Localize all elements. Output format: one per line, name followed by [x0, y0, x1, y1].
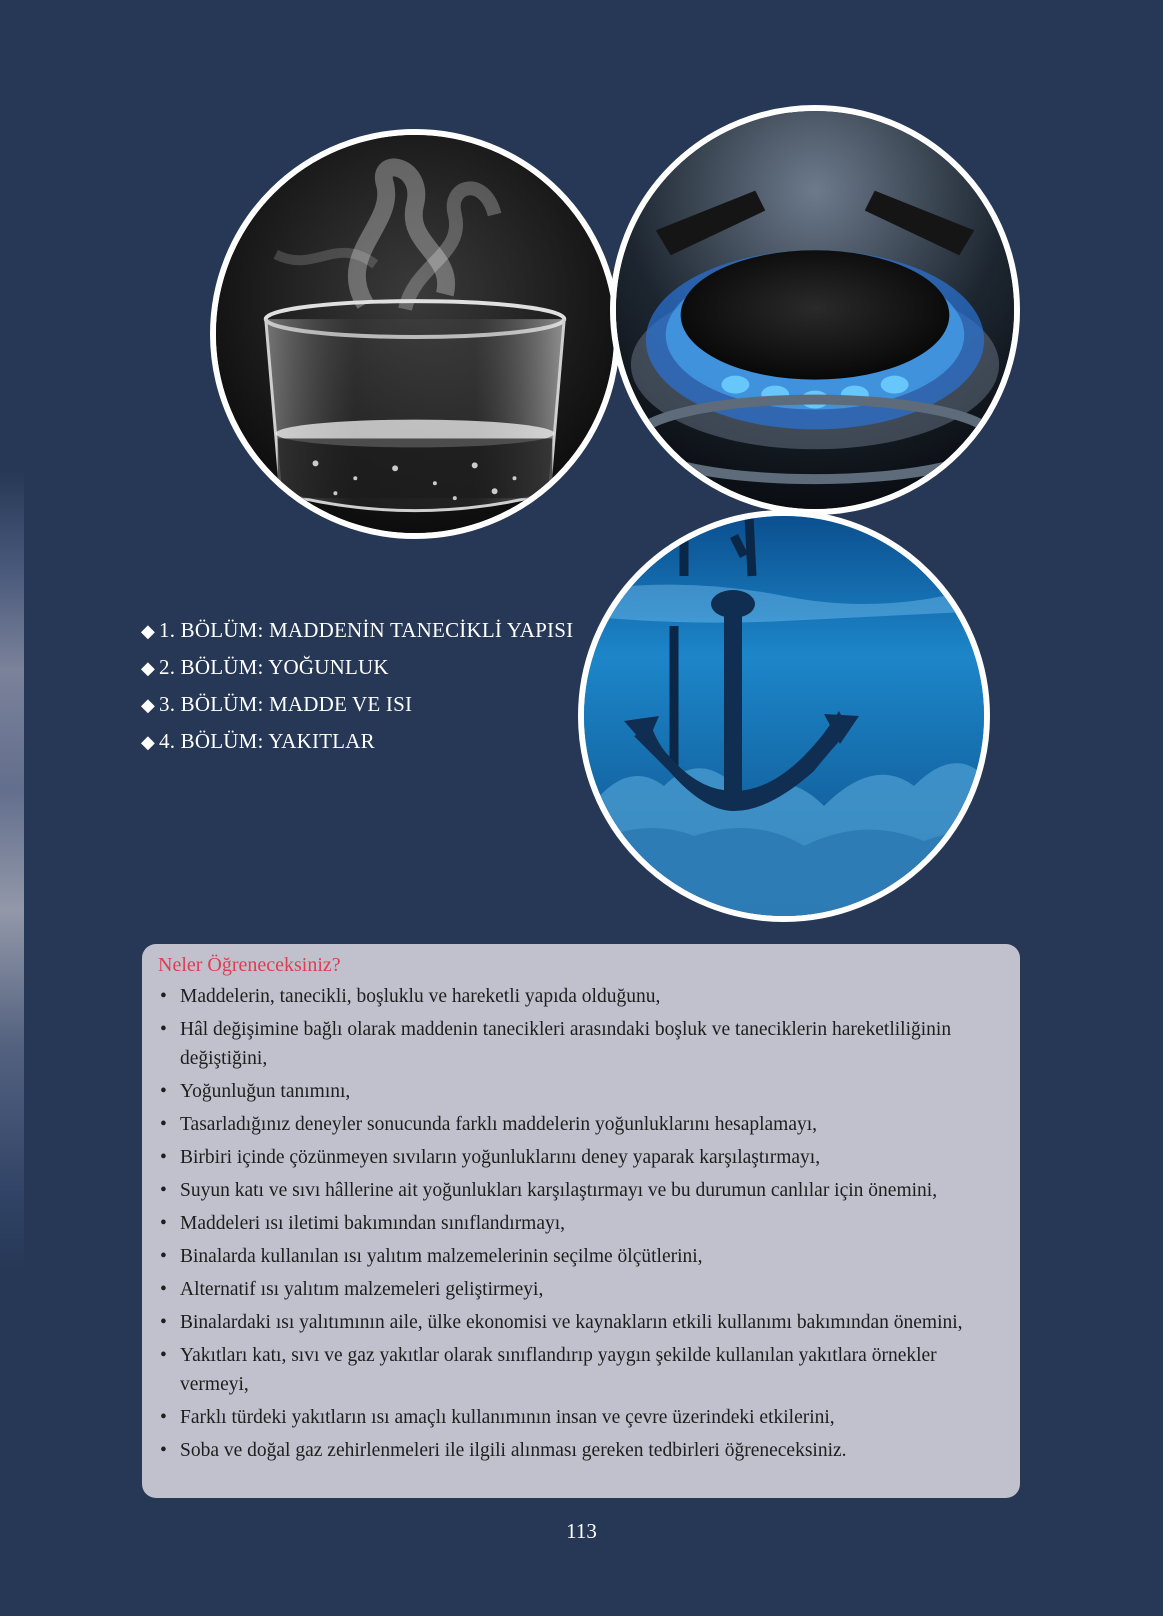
chapter-label: 2. BÖLÜM: YOĞUNLUK [159, 655, 389, 679]
objective-item: • Farklı türdeki yakıtların ısı amaçlı kullanımının insan ve çevre üzerindeki etkilerini, [158, 1403, 1006, 1432]
gas-stove-flame-photo [610, 105, 1020, 515]
objective-item: • Maddeleri ısı iletimi bakımından sınıflandırmayı, [158, 1209, 1006, 1238]
chapter-item [141, 649, 573, 686]
diamond-bullet-icon: ◆ [141, 658, 156, 678]
chapter-list [141, 612, 573, 760]
page-number: 113 [566, 1519, 597, 1543]
chapter-item [141, 686, 573, 723]
left-edge-decoration [0, 470, 24, 1270]
beaker-steam-photo [210, 129, 620, 539]
learning-objectives-title: Neler Öğreneceksiniz? [158, 954, 341, 976]
objective-item: • Tasarladığınız deneyler sonucunda farklı maddelerin yoğunluklarını hesaplamayı, [158, 1110, 1006, 1139]
objective-item: • Suyun katı ve sıvı hâllerine ait yoğunlukları karşılaştırmayı ve bu durumun canlılar için önemini, [158, 1176, 1006, 1205]
objective-item: • Birbiri içinde çözünmeyen sıvıların yoğunluklarını deney yaparak karşılaştırmayı, [158, 1143, 1006, 1172]
underwater-anchor-photo [578, 510, 990, 922]
learning-objectives-box [142, 944, 1020, 1498]
diamond-bullet-icon: ◆ [141, 732, 156, 752]
objective-item: • Alternatif ısı yalıtım malzemeleri geliştirmeyi, [158, 1275, 1006, 1304]
objective-item: • Soba ve doğal gaz zehirlenmeleri ile ilgili alınması gereken tedbirleri öğreneceksiniz. [158, 1436, 1006, 1465]
objective-item: • Maddelerin, tanecikli, boşluklu ve hareketli yapıda olduğunu, [158, 982, 1006, 1011]
chapter-label: 1. BÖLÜM: MADDENİN TANECİKLİ YAPISI [159, 618, 574, 642]
chapter-label: 4. BÖLÜM: YAKITLAR [159, 729, 375, 753]
chapter-item [141, 612, 573, 649]
objective-item: • Hâl değişimine bağlı olarak maddenin tanecikleri arasındaki boşluk ve taneciklerin hareketliliğinin değiştiğini, [158, 1015, 1006, 1073]
learning-objectives-list [158, 982, 1006, 1465]
objective-item: • Binalardaki ısı yalıtımının aile, ülke ekonomisi ve kaynakların etkili kullanımı bakımından önemini, [158, 1308, 1006, 1337]
objective-item: • Yoğunluğun tanımını, [158, 1077, 1006, 1106]
chapter-item [141, 723, 573, 760]
objective-item: • Yakıtları katı, sıvı ve gaz yakıtlar olarak sınıflandırıp yaygın şekilde kullanılan yakıtlara örnekler vermeyi, [158, 1341, 1006, 1399]
diamond-bullet-icon: ◆ [141, 695, 156, 715]
objective-item: • Binalarda kullanılan ısı yalıtım malzemelerinin seçilme ölçütlerini, [158, 1242, 1006, 1271]
chapter-label: 3. BÖLÜM: MADDE VE ISI [159, 692, 413, 716]
diamond-bullet-icon: ◆ [141, 621, 156, 641]
